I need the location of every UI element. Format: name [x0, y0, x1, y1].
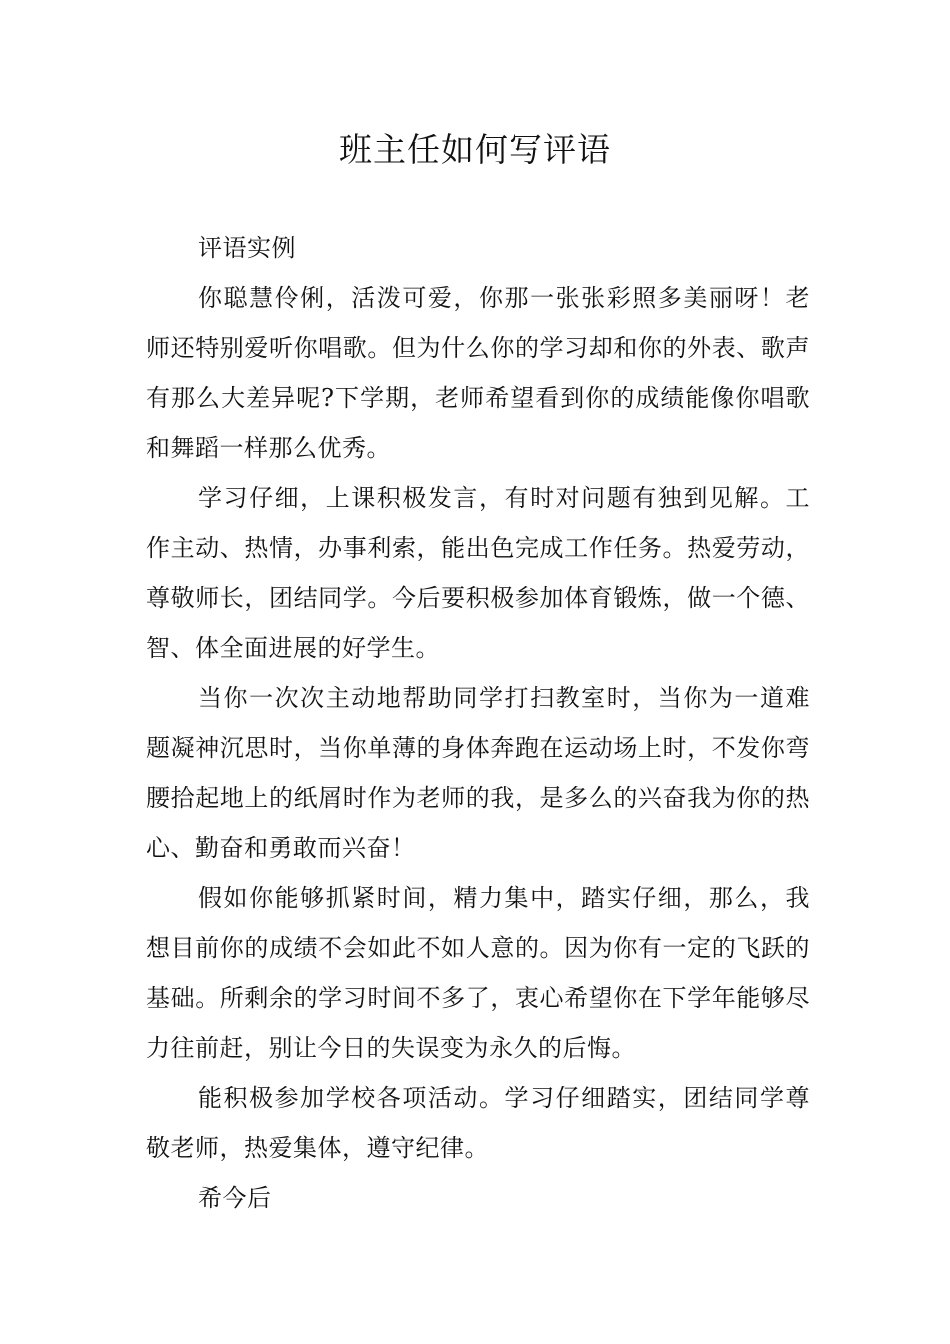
- paragraph-heading: 评语实例: [198, 234, 296, 262]
- paragraph-5: 能积极参加学校各项活动。学习仔细踏实，团结同学尊敬老师，热爱集体，遵守纪律。: [146, 1084, 810, 1162]
- paragraph-1: 你聪慧伶俐，活泼可爱，你那一张张彩照多美丽呀！老师还特别爱听你唱歌。但为什么你的学习却和你的外表、歌声有那么大差异呢?下学期，老师希望看到你的成绩能像你唱歌和舞蹈一样那么优秀。: [146, 284, 810, 462]
- document-title: 班主任如何写评语: [339, 130, 611, 169]
- paragraph-4: 假如你能够抓紧时间，精力集中，踏实仔细，那么，我想目前你的成绩不会如此不如人意的。因为你有一定的飞跃的基础。所剩余的学习时间不多了，衷心希望你在下学年能够尽力往前赶，别让今日的失误变为永久的后悔。: [146, 884, 810, 1062]
- paragraph-2: 学习仔细，上课积极发言，有时对问题有独到见解。工作主动、热情，办事利索，能出色完成工作任务。热爱劳动，尊敬师长，团结同学。今后要积极参加体育锻炼，做一个德、智、体全面进展的好学生。: [146, 484, 810, 662]
- document-body: [146, 223, 810, 1223]
- paragraph-3: 当你一次次主动地帮助同学打扫教室时，当你为一道难题凝神沉思时，当你单薄的身体奔跑在运动场上时，不发你弯腰拾起地上的纸屑时作为老师的我，是多么的兴奋我为你的热心、勤奋和勇敢而兴奋！: [146, 684, 810, 862]
- paragraph-6: 希今后: [198, 1184, 272, 1212]
